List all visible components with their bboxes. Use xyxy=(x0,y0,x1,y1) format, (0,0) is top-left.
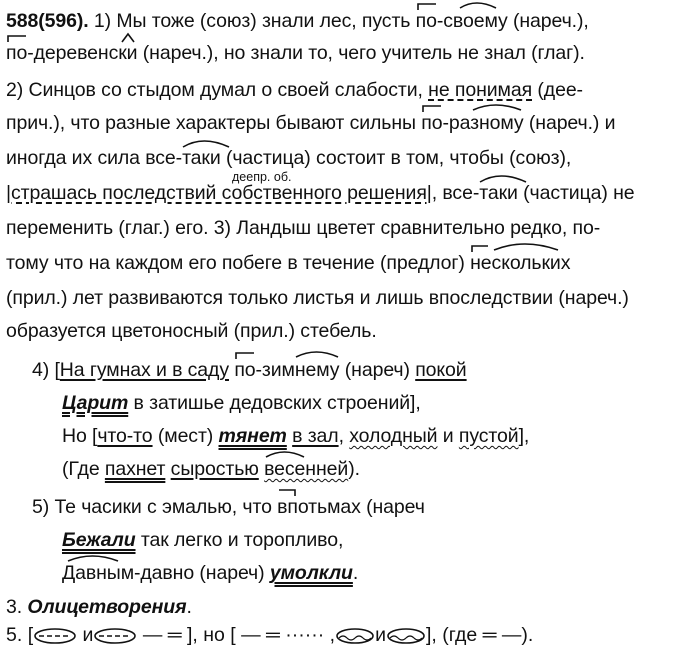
text-fragment: так легко и торопливо, xyxy=(135,529,344,551)
modifier-vesenney: весенней xyxy=(264,456,348,482)
particle-vse-taki: все-таки xyxy=(145,145,220,171)
poem2-line-3: Давным-давно (нареч) умолкли. xyxy=(62,560,693,586)
adverb-po-raznomu: по-разному xyxy=(421,110,523,136)
answer-3: 3. Олицетворения. xyxy=(6,596,192,618)
text-fragment: прич.), что разные характеры бывают сильны xyxy=(6,112,422,134)
predicate-umolkli: умолкли xyxy=(269,562,353,584)
adverb-vpotmakh: впотьмах xyxy=(277,494,361,520)
root-arc-mark xyxy=(421,104,537,114)
text-line-9: (прил.) лет развиваются только листья и лишь впоследствии (нареч.) xyxy=(6,287,629,309)
modifier-oval-icon xyxy=(386,626,426,646)
text-line-8 xyxy=(6,250,693,276)
root-mark xyxy=(470,244,586,254)
text-fragment: (нареч.), но знали то, чего учитель не знал (глаг). xyxy=(137,42,585,64)
adverb-po-derevenski: по-деревенски xyxy=(6,40,137,66)
root-arc-mark xyxy=(62,554,188,564)
bracket: [ xyxy=(54,359,60,381)
adverb-po-svoemu: по-своему xyxy=(416,8,508,34)
root-arc-mark xyxy=(145,139,235,149)
text-fragment: (частица) состоит в том, чтобы (союз), xyxy=(220,147,572,169)
predicate-pakhnet: пахнет xyxy=(104,458,166,480)
poem1-line-2 xyxy=(62,390,693,416)
item-number: 5. xyxy=(6,624,23,646)
text-line-7: переменить (глаг.) его. 3) Ландыш цветет сравнительно редко, по- xyxy=(6,217,601,239)
sentence-scheme: 5. [ и — ═ ], но [ — ═ ······ , и ], (где ═ —). xyxy=(6,624,534,646)
item-number: 3. xyxy=(6,596,23,618)
text-line-2 xyxy=(6,40,693,66)
root-arc-mark xyxy=(234,351,354,361)
text-line-1 xyxy=(6,8,693,34)
text-fragment: тому что на каждом его побеге в течение (предлог) xyxy=(6,252,471,274)
answer-text: Олицетворения xyxy=(27,596,187,618)
exercise-number: 588(596). xyxy=(6,10,89,32)
text-fragment: 2) Синцов со стыдом думал о своей слабости, xyxy=(6,79,429,101)
poem2-line-1 xyxy=(32,494,693,520)
text-fragment: (частица) не xyxy=(517,182,635,204)
poem1-line-4: (Где пахнет сыростью весенней ). xyxy=(62,456,693,482)
text-line-5 xyxy=(6,145,693,171)
prefix-mark xyxy=(277,488,363,498)
item-number: 5) xyxy=(32,496,50,518)
root-arc-mark xyxy=(264,450,356,460)
text-fragment: (нареч.), xyxy=(507,10,589,32)
text-line-6 xyxy=(6,180,693,206)
text-fragment: (нареч) xyxy=(339,359,416,381)
suffix-mark xyxy=(6,34,136,44)
adverbial-v-zal: в зал xyxy=(292,425,339,447)
text-fragment: Те часики с эмалью, что xyxy=(54,496,278,518)
predicate-tyanet: тянет xyxy=(218,425,287,447)
predicate-tsarit: Царит xyxy=(62,392,129,414)
participle-phrase-note: деепр. об. xyxy=(232,170,292,184)
subject-syrostyu: сыростью xyxy=(170,458,259,480)
modifier-pustoy: пустой xyxy=(458,425,519,447)
modifier-oval-icon xyxy=(335,626,375,646)
text-fragment: (нареч.) и xyxy=(523,112,616,134)
adjective-neskolkikh: нескольких xyxy=(470,250,570,276)
text-line-4 xyxy=(6,110,693,136)
adverb-davnym-davno: Давным-давно xyxy=(62,560,194,586)
poem1-line-3: Но [что-то (мест) тянет в зал, холодный и пустой], xyxy=(62,425,530,447)
adverbial-oval-icon xyxy=(93,626,137,646)
text-fragment: (нареч) xyxy=(194,562,270,584)
text-fragment: (дее- xyxy=(532,79,583,101)
subject-pokoy: покой xyxy=(415,359,467,381)
root-arc-mark xyxy=(416,2,502,12)
text-line-3 xyxy=(6,77,693,103)
poem2-line-2 xyxy=(62,527,693,553)
adverbial-phrase: На гумнах и в саду xyxy=(59,359,229,381)
participle-ne-ponimaya: не понимая xyxy=(428,79,533,101)
text-fragment: (мест) xyxy=(152,425,219,447)
text-fragment: в затишье дедовских строений], xyxy=(128,392,421,414)
item-number: 4) xyxy=(32,359,50,381)
text-fragment: (нареч xyxy=(360,496,425,518)
text-fragment: , xyxy=(431,182,443,204)
adverbial-oval-icon xyxy=(33,626,77,646)
predicate-bezhali: Бежали xyxy=(62,529,136,551)
subject-chto-to: что-то xyxy=(97,425,153,447)
particle-vse-taki-2: все-таки xyxy=(442,180,517,206)
text-line-10: образуется цветоносный (прил.) стебель. xyxy=(6,320,377,342)
text-fragment: (Где xyxy=(62,458,105,480)
text-fragment: Но [ xyxy=(62,425,98,447)
poem1-line-1 xyxy=(32,357,693,383)
participle-phrase: |страшась последствий собственного решения| xyxy=(6,182,432,204)
text-fragment: иногда их сила xyxy=(6,147,146,169)
root-arc-mark xyxy=(442,174,532,184)
text-fragment: 1) Мы тоже (союз) знали лес, пусть xyxy=(93,10,416,32)
modifier-kholodny: холодный xyxy=(349,425,438,447)
adverb-po-zimnemu: по-зимнему xyxy=(234,357,339,383)
